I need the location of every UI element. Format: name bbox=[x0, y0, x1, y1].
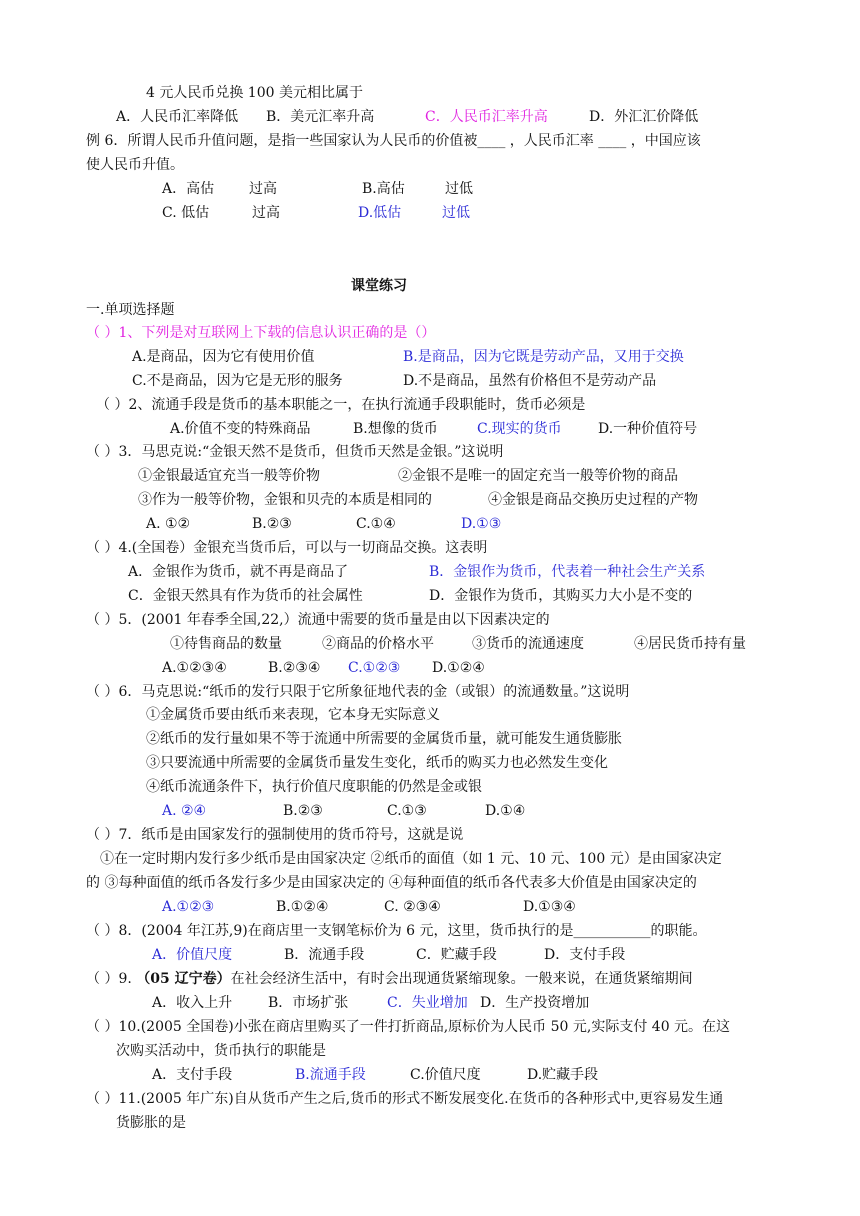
option-a: A．金银作为货币，就不再是商品了 bbox=[128, 564, 349, 580]
question-3-stem: （ ）3．马思克说:“金银天然不是货币，但货币天然是金银。”这说明 bbox=[86, 444, 504, 460]
option-a: A．价值尺度 bbox=[152, 947, 233, 963]
statement-3: ③货币的流通速度 bbox=[472, 636, 584, 652]
section-subtitle: 一.单项选择题 bbox=[86, 302, 175, 318]
option-b-2: 过低 bbox=[445, 181, 473, 197]
example6-stem-cont: 使人民币升值。 bbox=[86, 157, 184, 173]
option-d: D.一种价值符号 bbox=[598, 421, 698, 437]
question-4-stem: （ ）4.(全国卷）金银充当货币后，可以与一切商品交换。这表明 bbox=[86, 540, 488, 556]
question-2-stem: （ ）2、流通手段是货币的基本职能之一，在执行流通手段职能时，货币必须是 bbox=[96, 397, 586, 413]
option-c: C.①④ bbox=[356, 516, 396, 532]
question-7-statements: ①在一定时期内发行多少纸币是由国家决定 ②纸币的面值（如 1 元、10 元、100 元）是由国家决定 bbox=[100, 851, 722, 867]
option-c: C．贮藏手段 bbox=[416, 947, 497, 963]
option-d: D.①④ bbox=[485, 803, 526, 819]
question-9-stem bbox=[86, 970, 693, 988]
question-5-stem: （ ）5．(2001 年春季全国,22,）流通中需要的货币量是由以下因素决定的 bbox=[86, 612, 550, 628]
option-b: B.②③④ bbox=[268, 660, 321, 676]
statement-1: ①待售商品的数量 bbox=[170, 636, 282, 652]
option-b: B.流通手段 bbox=[295, 1067, 366, 1083]
statement-2: ②商品的价格水平 bbox=[322, 636, 434, 652]
option-d: D.贮藏手段 bbox=[527, 1067, 599, 1083]
option-b: B.想像的货币 bbox=[353, 421, 438, 437]
question-10-stem-cont: 次购买活动中，货币执行的职能是 bbox=[116, 1043, 326, 1059]
statement-1: ①金属货币要由纸币来表现，它本身无实际意义 bbox=[146, 707, 440, 723]
option-d: D.①③ bbox=[461, 516, 502, 532]
option-a: A．高估 bbox=[162, 181, 215, 197]
question-9-number: （ ）9. bbox=[86, 971, 137, 987]
statement-2: ②纸币的发行量如果不等于流通中所需要的金属货币量，就可能发生通货膨胀 bbox=[146, 731, 622, 747]
option-c: C．人民币汇率升高 bbox=[425, 109, 548, 125]
option-d: D．外汇汇价降低 bbox=[589, 109, 699, 125]
question-7-statements-cont: 的 ③每种面值的纸币各发行多少是由国家决定的 ④每种面值的纸币各代表多大价值是由国家决定的 bbox=[86, 875, 697, 891]
option-d: D.①②④ bbox=[432, 660, 485, 676]
statement-4: ④纸币流通条件下，执行价值尺度职能的仍然是金或银 bbox=[146, 779, 482, 795]
option-c-2: 过高 bbox=[252, 205, 280, 221]
option-a: A.①②③④ bbox=[162, 660, 227, 676]
option-d: D．生产投资增加 bbox=[480, 995, 590, 1011]
statement-3: ③只要流通中所需要的金属货币量发生变化，纸币的购买力也必然发生变化 bbox=[146, 755, 608, 771]
option-d: D．支付手段 bbox=[544, 947, 626, 963]
question-9-text: 在社会经济生活中，有时会出现通货紧缩现象。一般来说，在通货紧缩期间 bbox=[230, 971, 693, 987]
option-c: C. 低估 bbox=[162, 205, 210, 221]
question-1-stem: （ ）1、下列是对互联网上下载的信息认识正确的是（） bbox=[86, 325, 436, 341]
option-d: D.低估 bbox=[358, 205, 402, 221]
option-b: B．流通手段 bbox=[284, 947, 365, 963]
option-a: A. ①② bbox=[146, 516, 191, 532]
question-11-stem-cont: 货膨胀的是 bbox=[116, 1115, 186, 1131]
statement-3: ③作为一般等价物，金银和贝壳的本质是相同的 bbox=[138, 492, 432, 508]
option-b: B.高估 bbox=[362, 181, 405, 197]
option-a: A．收入上升 bbox=[152, 995, 233, 1011]
option-c: C．金银天然具有作为货币的社会属性 bbox=[128, 588, 363, 604]
option-a-2: 过高 bbox=[249, 181, 277, 197]
option-a: A.价值不变的特殊商品 bbox=[170, 421, 311, 437]
statement-2: ②金银不是唯一的固定充当一般等价物的商品 bbox=[398, 468, 678, 484]
intro-line: 4 元人民币兑换 100 美元相比属于 bbox=[146, 85, 363, 101]
section-title: 课堂练习 bbox=[351, 278, 407, 294]
option-c: C.价值尺度 bbox=[410, 1067, 481, 1083]
option-b: B.②③ bbox=[283, 803, 323, 819]
question-9-source: （05 辽宁卷） bbox=[136, 971, 231, 987]
option-c: C.①②③ bbox=[348, 660, 401, 676]
option-a: A.①②③ bbox=[162, 899, 215, 915]
question-7-stem: （ ）7．纸币是由国家发行的强制使用的货币符号，这就是说 bbox=[86, 827, 464, 843]
statement-1: ①金银最适宜充当一般等价物 bbox=[138, 468, 320, 484]
option-c: C. ②③④ bbox=[384, 899, 441, 915]
option-b: B.②③ bbox=[252, 516, 292, 532]
statement-4: ④居民货币持有量 bbox=[634, 636, 746, 652]
statement-4: ④金银是商品交换历史过程的产物 bbox=[488, 492, 698, 508]
option-a: A．支付手段 bbox=[152, 1067, 233, 1083]
option-b: B．市场扩张 bbox=[268, 995, 349, 1011]
option-c: C.不是商品，因为它是无形的服务 bbox=[132, 373, 343, 389]
option-a: A．人民币汇率降低 bbox=[116, 109, 239, 125]
question-8-stem: （ ）8．(2004 年江苏,9)在商店里一支钢笔标价为 6 元，这里，货币执行的是___________的职能。 bbox=[86, 923, 707, 939]
option-c: C.现实的货币 bbox=[477, 421, 562, 437]
option-b: B．金银作为货币，代表着一种社会生产关系 bbox=[429, 564, 706, 580]
example6-stem: 例 6．所谓人民币升值问题，是指一些国家认为人民币的价值被____ ，人民币汇率 ____ ，中国应该 bbox=[86, 133, 701, 149]
option-c: C．失业增加 bbox=[387, 995, 468, 1011]
question-6-stem: （ ）6．马克思说:“纸币的发行只限于它所象征地代表的金（或银）的流通数量。”这说明 bbox=[86, 684, 630, 700]
option-a: A.是商品，因为它有使用价值 bbox=[132, 349, 315, 365]
option-a: A. ②④ bbox=[162, 803, 207, 819]
option-d-2: 过低 bbox=[442, 205, 470, 221]
option-d: D．金银作为货币，其购买力大小是不变的 bbox=[429, 588, 693, 604]
option-c: C.①③ bbox=[387, 803, 427, 819]
option-d: D.不是商品，虽然有价格但不是劳动产品 bbox=[403, 373, 657, 389]
option-b: B.①②④ bbox=[276, 899, 329, 915]
option-b: B．美元汇率升高 bbox=[266, 109, 375, 125]
option-b: B.是商品，因为它既是劳动产品，又用于交换 bbox=[403, 349, 684, 365]
question-11-stem: （ ）11.(2005 年广东)自从货币产生之后,货币的形式不断发展变化.在货币的各种形式中,更容易发生通 bbox=[86, 1091, 724, 1107]
question-10-stem: （ ）10.(2005 全国卷)小张在商店里购买了一件打折商品,原标价为人民币 50 元,实际支付 40 元。在这 bbox=[86, 1019, 731, 1035]
option-d: D.①③④ bbox=[523, 899, 576, 915]
